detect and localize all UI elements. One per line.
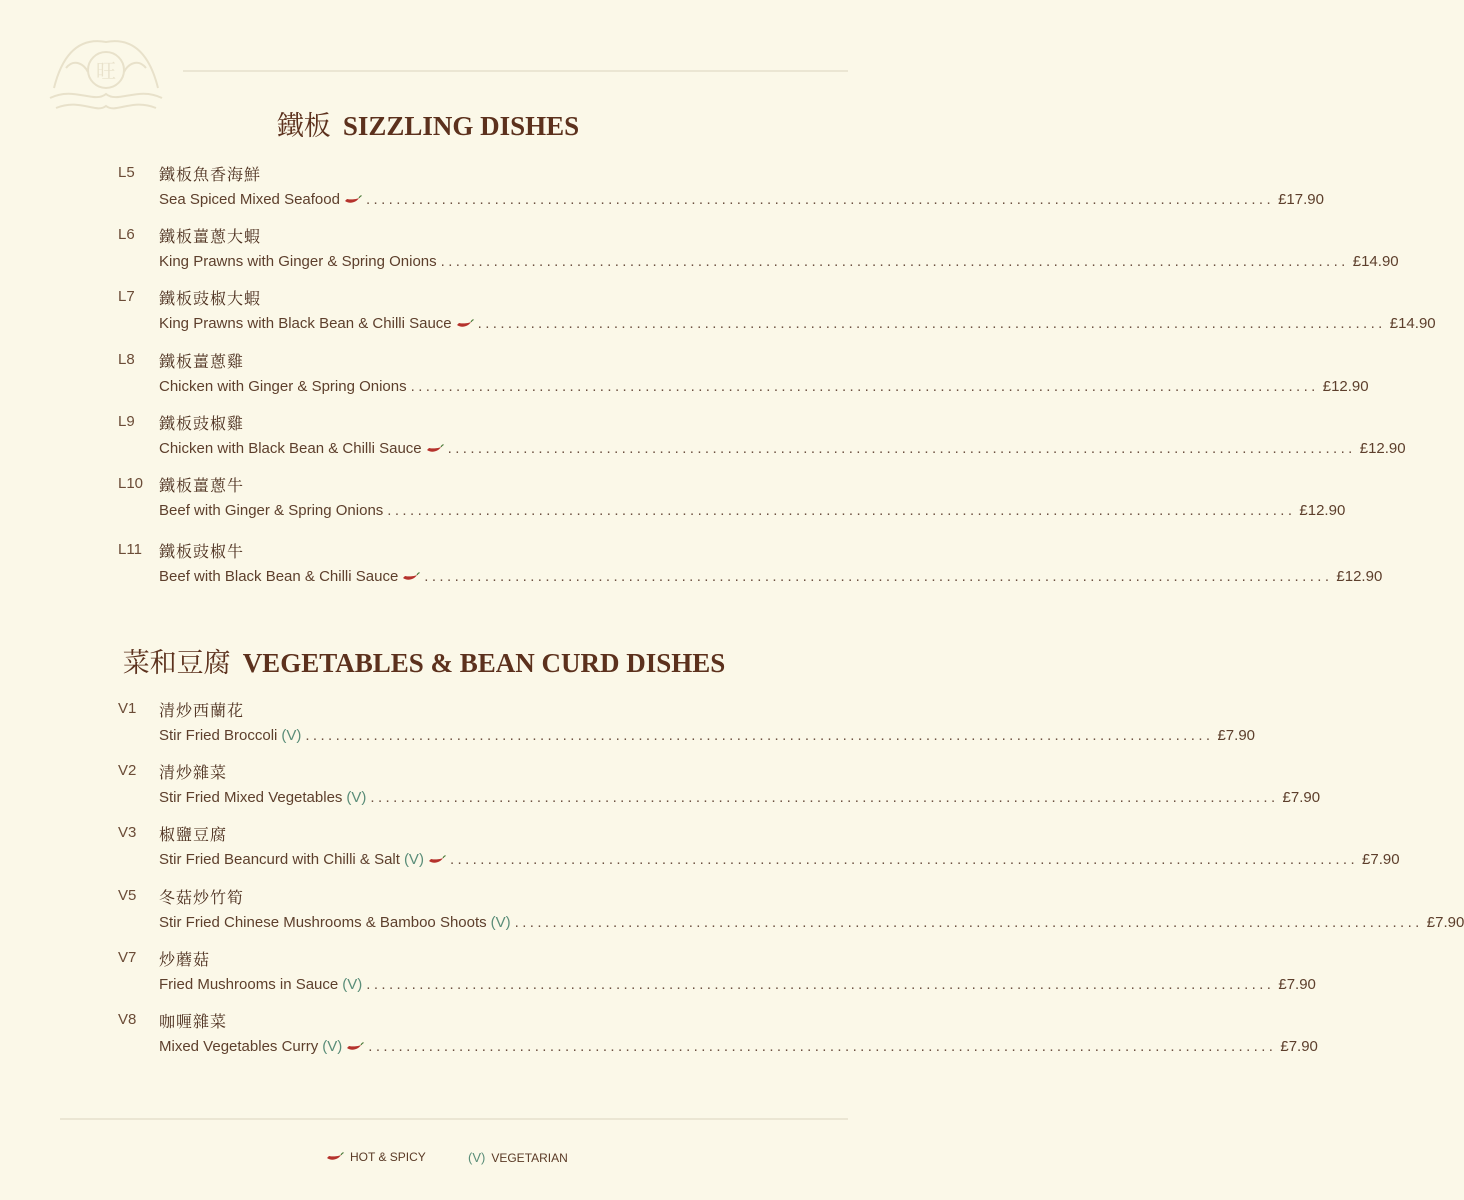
item-code: V7 [118, 948, 137, 966]
item-price: £7.90 [1282, 789, 1321, 807]
item-price: £12.90 [1299, 502, 1346, 519]
item-name-zh: 冬菇炒竹筍 [159, 887, 245, 907]
item-line [159, 909, 1464, 931]
dot-leader: ........................................................................................................................ [410, 377, 1319, 395]
item-name-zh: 椒鹽豆腐 [159, 825, 228, 845]
menu-item [0, 762, 1321, 812]
item-line [159, 435, 1406, 457]
dot-leader: ........................................................................................................................ [447, 439, 1356, 457]
item-price: £12.90 [1359, 439, 1406, 457]
item-name-en [159, 851, 446, 868]
item-name-zh: 鐵板豉椒牛 [159, 542, 245, 562]
vegetarian-marker: (V) [281, 727, 302, 744]
menu-item [0, 948, 1316, 999]
menu-item [0, 824, 1400, 874]
dot-leader: ........................................................................................................................ [387, 502, 1296, 519]
section-title-en: SIZZLING DISHES [342, 111, 580, 141]
item-name-en-text: Stir Fried Broccoli [159, 727, 278, 744]
item-code: L8 [118, 350, 135, 368]
item-code: L11 [118, 541, 142, 559]
item-name-en [159, 914, 511, 931]
item-name-en [159, 1038, 364, 1055]
item-name-en [159, 191, 362, 208]
section-title-zh: 菜和豆腐 [122, 648, 231, 678]
dot-leader: ........................................................................................................................ [477, 315, 1386, 333]
item-price: £7.90 [1280, 1038, 1318, 1055]
item-line [159, 497, 1346, 519]
bottom-divider [60, 1118, 848, 1120]
item-name-en [159, 789, 366, 806]
item-price: £17.90 [1278, 191, 1324, 208]
item-name-zh: 鐵板豉椒大蝦 [159, 289, 262, 309]
item-line [159, 248, 1399, 271]
item-name-en-text: Sea Spiced Mixed Seafood [159, 191, 340, 208]
item-code: L10 [118, 475, 144, 492]
item-line [159, 971, 1316, 993]
chili-pepper-icon [346, 1042, 364, 1052]
menu-item [0, 412, 1406, 463]
item-name-en [159, 502, 383, 519]
item-name-en-text: Beef with Black Bean & Chilli Sauce [159, 568, 399, 586]
section-title-zh: 鐵板 [276, 111, 331, 141]
legend [0, 1148, 848, 1168]
chili-pepper-icon [456, 319, 474, 329]
vegetarian-marker: (V) [322, 1038, 343, 1055]
item-code: L7 [118, 288, 135, 306]
item-name-zh: 清炒西蘭花 [159, 701, 245, 720]
item-price: £7.90 [1278, 975, 1316, 993]
item-price: £14.90 [1389, 315, 1436, 333]
dot-leader: ........................................................................................................................ [305, 727, 1214, 744]
section-title-en: VEGETABLES & BEAN CURD DISHES [242, 648, 726, 678]
item-name-en-text: Fried Mushrooms in Sauce [159, 975, 339, 993]
item-code: L9 [118, 412, 135, 430]
item-name-en-text: King Prawns with Black Bean & Chilli Sauce [159, 315, 452, 333]
menu-item [0, 350, 1369, 401]
top-divider [183, 70, 848, 72]
item-name-en [159, 440, 444, 457]
item-price: £12.90 [1322, 377, 1369, 395]
item-name-zh: 鐵板薑蔥大蝦 [159, 227, 262, 247]
menu-item [0, 1011, 1318, 1061]
item-line [159, 784, 1321, 807]
dot-leader: ........................................................................................................................ [366, 975, 1275, 993]
dot-leader: ........................................................................................................................ [370, 789, 1279, 807]
item-name-en-text: Stir Fried Mixed Vegetables [159, 789, 343, 807]
item-name-en-text: Chicken with Black Bean & Chilli Sauce [159, 439, 422, 457]
section-title-vegetables [0, 641, 848, 680]
vegetarian-marker: (V) [403, 851, 424, 869]
chili-pepper-icon [402, 572, 420, 582]
item-line [159, 722, 1256, 744]
item-code: L6 [118, 226, 135, 244]
chili-pepper-icon [326, 1152, 344, 1162]
legend-vegetarian [468, 1150, 568, 1165]
item-line [159, 846, 1400, 869]
item-line [159, 186, 1324, 208]
menu-item [0, 475, 1346, 525]
item-price: £7.90 [1362, 851, 1400, 869]
item-price: £7.90 [1426, 913, 1464, 931]
menu-item [0, 226, 1399, 276]
vegetarian-marker: (V) [490, 913, 511, 931]
item-name-en [159, 378, 407, 395]
dot-leader: ........................................................................................................................ [368, 1038, 1277, 1055]
vegetarian-marker: (V) [346, 789, 367, 807]
item-name-en-text: Beef with Ginger & Spring Onions [159, 502, 384, 519]
item-name-en [159, 568, 420, 585]
legend-hot-spicy [326, 1150, 426, 1164]
item-name-en [159, 727, 301, 744]
item-name-en-text: Mixed Vegetables Curry [159, 1038, 319, 1055]
item-code: V2 [118, 762, 137, 780]
item-price: £12.90 [1336, 568, 1383, 586]
item-name-en [159, 976, 362, 993]
item-code: V3 [118, 824, 137, 842]
item-name-zh: 鐵板豉椒雞 [159, 413, 245, 433]
svg-text:旺: 旺 [96, 59, 116, 83]
chili-pepper-icon [344, 195, 362, 205]
legend-veg-symbol: (V) [468, 1150, 486, 1165]
dot-leader: ........................................................................................................................ [514, 913, 1423, 931]
item-name-en [159, 253, 437, 270]
item-code: V8 [118, 1011, 137, 1028]
chili-pepper-icon [426, 444, 444, 454]
item-name-en-text: Chicken with Ginger & Spring Onions [159, 377, 407, 395]
legend-veg-label: VEGETARIAN [491, 1151, 568, 1165]
menu-item [0, 700, 1256, 750]
menu-item [0, 288, 1436, 338]
item-name-en-text: Stir Fried Chinese Mushrooms & Bamboo Shoots [159, 913, 487, 931]
section-title-sizzling [8, 104, 848, 143]
legend-hot-label: HOT & SPICY [350, 1150, 426, 1164]
dot-leader: ........................................................................................................................ [365, 191, 1275, 208]
item-price: £7.90 [1217, 727, 1256, 744]
item-line [159, 310, 1436, 333]
dot-leader: ........................................................................................................................ [440, 253, 1349, 271]
item-name-zh: 清炒雜菜 [159, 763, 228, 783]
item-name-zh: 鐵板薑蔥牛 [159, 476, 245, 495]
menu-item [0, 164, 1324, 214]
item-name-zh: 鐵板薑蔥雞 [159, 351, 245, 371]
chili-pepper-icon [428, 855, 446, 865]
item-name-zh: 炒蘑菇 [159, 949, 211, 969]
item-price: £14.90 [1352, 253, 1399, 271]
menu-item [0, 886, 1464, 937]
item-name-en-text: King Prawns with Ginger & Spring Onions [159, 253, 437, 271]
item-code: V1 [118, 700, 137, 717]
item-name-zh: 鐵板魚香海鮮 [159, 165, 262, 184]
item-name-en [159, 315, 474, 332]
item-name-en-text: Stir Fried Beancurd with Chilli & Salt [159, 851, 400, 869]
vegetarian-marker: (V) [342, 975, 363, 993]
item-line [159, 373, 1369, 395]
item-line [159, 1033, 1318, 1055]
dot-leader: ........................................................................................................................ [424, 568, 1333, 586]
item-name-zh: 咖喱雜菜 [159, 1012, 228, 1031]
item-line [159, 563, 1383, 586]
menu-item [0, 541, 1383, 591]
item-code: V5 [118, 886, 137, 904]
item-code: L5 [118, 164, 135, 181]
dot-leader: ........................................................................................................................ [449, 851, 1359, 869]
